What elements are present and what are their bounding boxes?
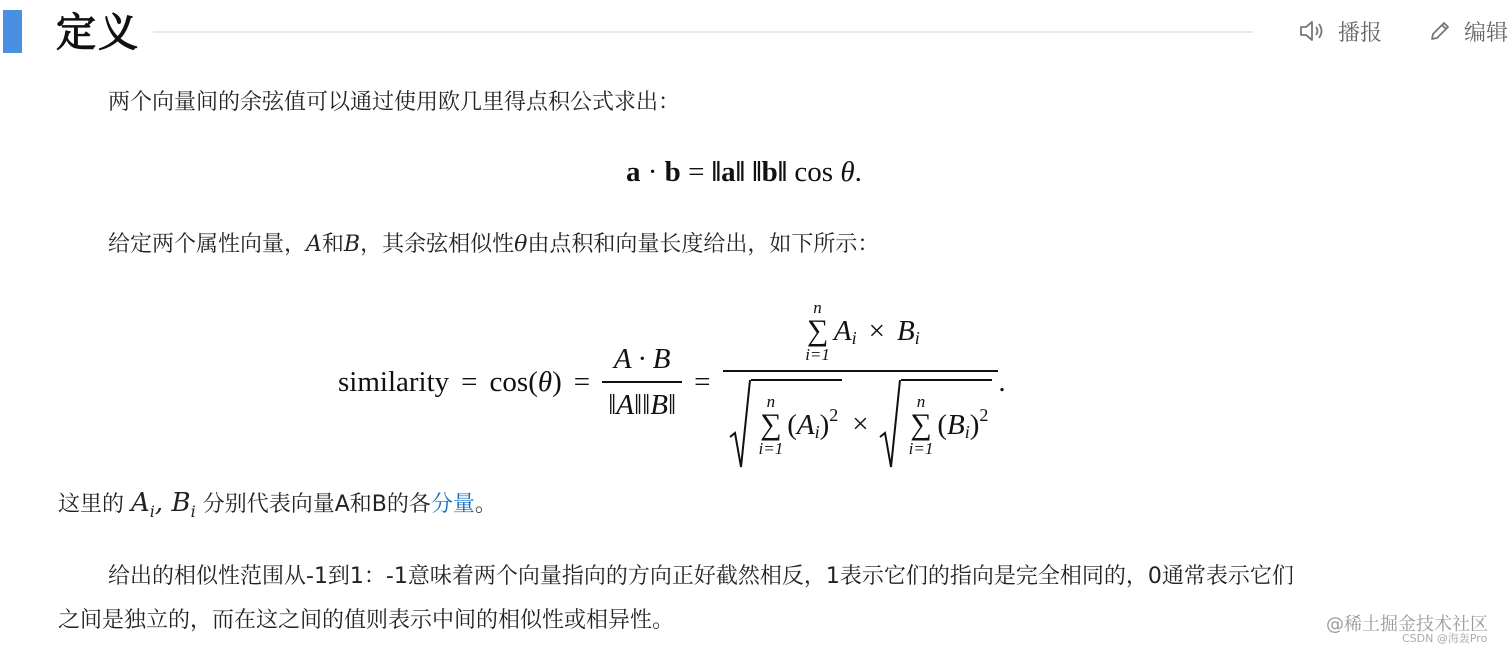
p2-theta: θ (514, 232, 528, 257)
eq2-fraction-dot (602, 337, 682, 427)
watermark-csdn: CSDN @海轰Pro (1402, 632, 1488, 645)
eq2-equals-2: = (573, 365, 591, 398)
eq2-equals-3: = (694, 365, 711, 398)
rparen-b: ) (969, 408, 980, 441)
eq2-theta: θ (537, 365, 553, 398)
term-b: B (896, 314, 915, 347)
paragraph-range-line-1: 给出的相似性范围从-1到1：-1意味着两个向量指向的方向正好截然相反，1表示它们的指向是完全相同的，0通常表示它们 (108, 564, 1294, 589)
p3-var-a: A (131, 488, 150, 518)
times-num: × (868, 314, 885, 347)
edit-label: 编辑 (1464, 20, 1509, 46)
pencil-icon (1428, 19, 1452, 43)
times-den: × (852, 407, 869, 440)
sqrt-a (729, 379, 843, 469)
equation-cosine-similarity (338, 292, 1006, 472)
sqrt-b-sign (879, 379, 901, 469)
eq2-sum-den-b (909, 393, 934, 457)
eq2-sum-num (805, 299, 830, 363)
p3-text-c: 。 (474, 492, 497, 517)
eq1-period: . (854, 156, 862, 188)
eq2-frac2-denominator (723, 376, 999, 472)
sq-b-exp: 2 (979, 404, 989, 425)
sqrt-b (879, 379, 993, 469)
sum-upper: n (813, 298, 822, 317)
eq2-close-paren: ) (552, 365, 562, 398)
lparen-a: ( (787, 408, 797, 441)
p2-text-and: 和 (321, 232, 344, 257)
sq-term-a-sub: i (814, 421, 820, 442)
section-accent-bar (3, 10, 22, 53)
sq-term-b: B (947, 408, 965, 441)
sum-lower: i=1 (805, 345, 830, 364)
sqrt-b-radicand (901, 379, 993, 469)
paragraph-components (58, 486, 497, 523)
sqrt-a-radicand (751, 379, 843, 469)
eq2-sum-den-a (759, 393, 784, 457)
speaker-icon (1298, 18, 1326, 44)
eq2-frac1-denominator: ‖A‖‖B‖ (608, 388, 677, 421)
eq2-period: . (998, 365, 1006, 398)
p2-text-b: ，其余弦相似性 (360, 232, 515, 257)
eq1-equals: = (680, 156, 712, 188)
sqrt-a-sign (729, 379, 751, 469)
paragraph-definition (108, 228, 879, 262)
p3-var-b-sub: i (190, 502, 196, 521)
p2-var-a: A (306, 232, 322, 257)
term-a: A (833, 314, 852, 347)
eq1-norm-a: ‖a‖ (711, 156, 745, 188)
edit-button[interactable] (1428, 16, 1508, 46)
p2-text-a: 给定两个属性向量， (108, 232, 307, 257)
broadcast-label: 播报 (1338, 20, 1383, 46)
eq1-theta: θ (840, 156, 855, 188)
watermark-juejin: @稀土掘金技术社区 (1326, 614, 1488, 635)
p3-var-b: B (171, 488, 191, 518)
sigma-b: ∑ (910, 408, 932, 441)
eq2-frac2-bar (723, 370, 999, 372)
p3-text-a: 这里的 (58, 492, 125, 517)
eq2-equals-1: = (461, 365, 478, 398)
sq-a-exp: 2 (829, 404, 839, 425)
equation-dot-product (626, 150, 862, 194)
sq-term-b-sub: i (964, 421, 970, 442)
rparen-a: ) (819, 408, 830, 441)
eq2-cos: cos( (489, 365, 538, 398)
p2-var-b: B (343, 232, 361, 257)
header-divider (153, 31, 1253, 33)
p3-var-a-sub: i (149, 502, 155, 521)
eq2-frac2-numerator (795, 292, 926, 370)
p3-comma: , (154, 488, 172, 518)
paragraph-intro: 两个向量间的余弦值可以通过使用欧几里得点积公式求出： (108, 90, 681, 115)
eq1-vector-b: b (664, 156, 681, 188)
eq1-vector-a: a (626, 156, 641, 188)
eq1-cos: cos (794, 156, 834, 188)
eq1-dot: · (640, 156, 665, 188)
eq1-norm-b: ‖b‖ (752, 156, 788, 188)
eq2-fraction-sum (723, 292, 999, 472)
eq2-frac1-numerator: A · B (613, 342, 671, 375)
component-link[interactable]: 分量 (430, 492, 475, 517)
p2-text-c: 由点积和向量长度给出，如下所示： (527, 232, 880, 257)
sigma: ∑ (806, 314, 829, 347)
sum-b-upper: n (916, 392, 926, 411)
sum-b-lower: i=1 (908, 439, 934, 458)
section-title: 定义 (56, 10, 140, 56)
term-b-sub: i (914, 327, 920, 348)
sq-term-a: A (796, 408, 815, 441)
lparen-b: ( (937, 408, 948, 441)
term-a-sub: i (851, 327, 857, 348)
sigma-a: ∑ (760, 408, 782, 441)
p3-text-b: 分别代表向量A和B的各 (202, 492, 431, 517)
broadcast-button[interactable] (1298, 16, 1382, 46)
sum-a-lower: i=1 (758, 439, 784, 458)
sum-a-upper: n (766, 392, 776, 411)
paragraph-range-line-2: 之间是独立的，而在这之间的值则表示中间的相似性或相异性。 (58, 608, 675, 633)
eq2-similarity: similarity (338, 365, 450, 398)
